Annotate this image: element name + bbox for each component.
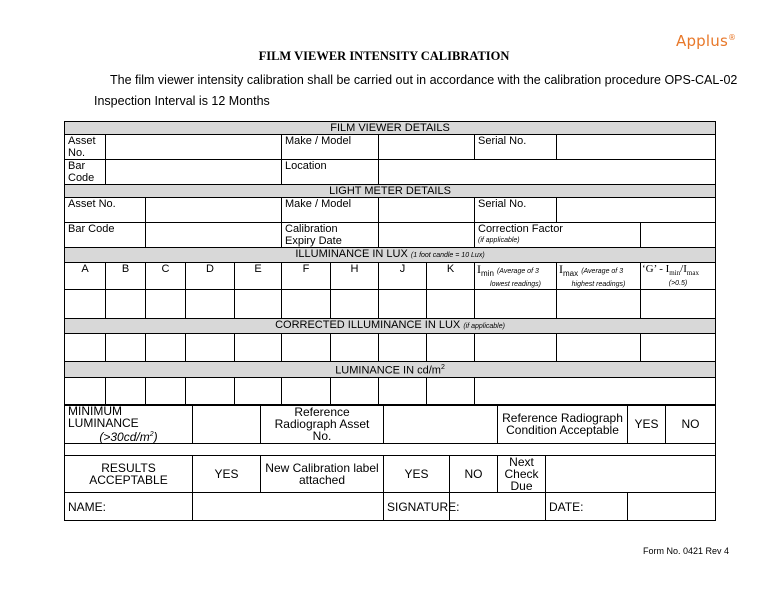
imax-note1: (Average of 3: [581, 268, 624, 275]
corr-a[interactable]: [65, 334, 106, 362]
lm-make-field[interactable]: [379, 198, 475, 223]
min-luminance-label: [65, 405, 193, 444]
lm-serial-field[interactable]: [557, 198, 716, 223]
min-lum-note: (>30cd/m: [99, 430, 150, 444]
lm-make-label: Make / Model: [282, 198, 379, 223]
date-label: DATE:: [546, 493, 628, 521]
film-viewer-header: FILM VIEWER DETAILS: [65, 122, 716, 135]
corr-h[interactable]: [331, 334, 379, 362]
results-acceptable-label: [65, 456, 193, 493]
corr-k[interactable]: [427, 334, 475, 362]
corr-j[interactable]: [379, 334, 427, 362]
lm-asset-label: Asset No.: [65, 198, 146, 223]
results-yes[interactable]: YES: [193, 456, 261, 493]
g-sub1: min: [669, 269, 681, 278]
imin-note2: lowest readings): [490, 281, 541, 289]
illum-f[interactable]: [282, 290, 331, 319]
ref-condition-yes[interactable]: YES: [628, 405, 666, 444]
ref-asset-field[interactable]: [384, 405, 498, 444]
g-label: ‘G’ - I: [642, 263, 670, 275]
illum-a[interactable]: [65, 290, 106, 319]
illum-c[interactable]: [146, 290, 186, 319]
fv-make-field[interactable]: [379, 135, 475, 160]
illum-d[interactable]: [186, 290, 235, 319]
lum-k[interactable]: [427, 377, 475, 405]
illum-j[interactable]: [379, 290, 427, 319]
lum-j[interactable]: [379, 377, 427, 405]
ref-cond-line1: Reference Radiograph: [502, 411, 623, 425]
applus-logo: [676, 32, 736, 50]
imin-symbol: I: [477, 262, 481, 276]
g-sub2: max: [686, 269, 699, 278]
lm-calibration-label: [282, 223, 379, 248]
new-cal-no[interactable]: NO: [450, 456, 498, 493]
lm-serial-label: Serial No.: [475, 198, 557, 223]
illum-g[interactable]: [641, 290, 716, 319]
lum-c[interactable]: [146, 377, 186, 405]
lum-h[interactable]: [331, 377, 379, 405]
lm-barcode-label: Bar Code: [65, 223, 146, 248]
min-lum-sup: 2: [149, 431, 154, 438]
col-j: J: [379, 263, 427, 290]
illum-e[interactable]: [235, 290, 282, 319]
imax-note2: highest readings): [571, 281, 626, 289]
ref-asset-line1: Reference: [294, 405, 350, 419]
nextcheck-line1: Next Check: [504, 455, 539, 481]
imin-sub: min: [481, 269, 494, 279]
lm-correction-field[interactable]: [641, 223, 716, 248]
lum-e[interactable]: [235, 377, 282, 405]
ref-asset-line2: Radiograph Asset No.: [274, 417, 370, 443]
name-field[interactable]: [193, 493, 384, 521]
ref-condition-no[interactable]: NO: [666, 405, 716, 444]
illum-h[interactable]: [331, 290, 379, 319]
newcal-line2: attached: [298, 473, 346, 487]
corrected-header: [65, 319, 716, 334]
logo-mark: ®: [728, 33, 737, 42]
imin-note1: (Average of 3: [496, 268, 539, 275]
lm-barcode-field[interactable]: [146, 223, 282, 248]
lum-f[interactable]: [282, 377, 331, 405]
min-lum-close: ): [153, 430, 158, 444]
new-cal-label-text: [261, 456, 384, 493]
name-label: NAME:: [65, 493, 193, 521]
col-k: K: [427, 263, 475, 290]
corr-f[interactable]: [282, 334, 331, 362]
luminance-header: [65, 362, 716, 378]
corr-d[interactable]: [186, 334, 235, 362]
corrected-values-row: [65, 334, 716, 362]
fv-asset-label: Asset No.: [65, 135, 106, 160]
luminance-values-row: [65, 377, 716, 405]
imax-sub: max: [563, 269, 579, 279]
correction-text: Correction Factor: [478, 223, 563, 235]
next-check-label: [498, 456, 546, 493]
illuminance-note: (1 foot candle = 10 Lux): [410, 252, 485, 259]
imax-symbol: I: [559, 262, 563, 276]
new-cal-yes[interactable]: YES: [384, 456, 450, 493]
illum-imax[interactable]: [557, 290, 641, 319]
col-imin: [475, 263, 557, 290]
lm-correction-label: [475, 223, 641, 248]
next-check-field[interactable]: [546, 456, 716, 493]
spacer-row: [65, 444, 716, 456]
fv-serial-label: Serial No.: [475, 135, 557, 160]
newcal-line1: New Calibration label: [265, 461, 379, 475]
fv-location-field[interactable]: [379, 160, 716, 185]
col-g-ratio: [641, 263, 716, 290]
corr-b[interactable]: [106, 334, 146, 362]
cal-line2: Expiry Date: [285, 235, 342, 247]
signature-label: SIGNATURE:: [384, 493, 450, 521]
signature-field[interactable]: [450, 493, 546, 521]
min-luminance-field[interactable]: [193, 405, 261, 444]
corr-g[interactable]: [641, 334, 716, 362]
illum-k[interactable]: [427, 290, 475, 319]
lum-result[interactable]: [475, 377, 716, 405]
g-slash: /I: [680, 263, 687, 275]
corr-imax[interactable]: [557, 334, 641, 362]
fv-barcode-field[interactable]: [106, 160, 282, 185]
col-b: B: [106, 263, 146, 290]
lm-calibration-field[interactable]: [379, 223, 475, 248]
results-form: [64, 404, 716, 521]
logo-text: Applus: [676, 32, 728, 50]
lum-a[interactable]: [65, 377, 106, 405]
results-line2: ACCEPTABLE: [89, 473, 168, 487]
correction-note: (if applicable): [478, 237, 520, 244]
corr-c[interactable]: [146, 334, 186, 362]
fv-make-label: Make / Model: [282, 135, 379, 160]
inspection-interval: Inspection Interval is 12 Months: [94, 94, 270, 108]
fv-serial-field[interactable]: [557, 135, 716, 160]
lm-asset-field[interactable]: [146, 198, 282, 223]
col-imax: [557, 263, 641, 290]
illum-imin[interactable]: [475, 290, 557, 319]
col-a: A: [65, 263, 106, 290]
form-number: Form No. 0421 Rev 4: [643, 546, 730, 556]
illuminance-values-row: [65, 290, 716, 319]
illum-b[interactable]: [106, 290, 146, 319]
illuminance-column-headers: [65, 263, 716, 290]
corr-e[interactable]: [235, 334, 282, 362]
fv-asset-field[interactable]: [106, 135, 282, 160]
fv-barcode-label: Bar Code: [65, 160, 106, 185]
page-title: FILM VIEWER INTENSITY CALIBRATION: [258, 49, 510, 63]
corrected-note: (if applicable): [463, 323, 505, 331]
luminance-sup: 2: [440, 364, 445, 372]
illuminance-title: ILLUMINANCE IN LUX: [295, 248, 408, 260]
luminance-title: LUMINANCE IN cd/m: [335, 364, 441, 377]
min-lum-text: MINIMUM LUMINANCE: [68, 404, 139, 430]
intro-text: The film viewer intensity calibration shall be carried out in accordance with the calibration procedure OPS-CAL-02: [110, 73, 738, 87]
fv-location-label: Location: [282, 160, 379, 185]
date-field[interactable]: [628, 493, 716, 521]
col-e: E: [235, 263, 282, 290]
calibration-form: [64, 121, 716, 406]
light-meter-header: LIGHT METER DETAILS: [65, 185, 716, 198]
ref-asset-label: [261, 405, 384, 444]
results-line1: RESULTS: [101, 461, 156, 475]
col-d: D: [186, 263, 235, 290]
cal-line1: Calibration: [285, 223, 338, 235]
nextcheck-line2: Due: [510, 479, 533, 493]
ref-cond-line2: Condition Acceptable: [506, 423, 619, 437]
illuminance-header: [65, 248, 716, 263]
lum-b[interactable]: [106, 377, 146, 405]
ref-condition-label: [498, 405, 628, 444]
g-note: (>0.5): [668, 280, 688, 288]
col-h: H: [331, 263, 379, 290]
lum-d[interactable]: [186, 377, 235, 405]
corr-imin[interactable]: [475, 334, 557, 362]
corrected-title: CORRECTED ILLUMINANCE IN LUX: [275, 319, 461, 332]
col-c: C: [146, 263, 186, 290]
col-f: F: [282, 263, 331, 290]
